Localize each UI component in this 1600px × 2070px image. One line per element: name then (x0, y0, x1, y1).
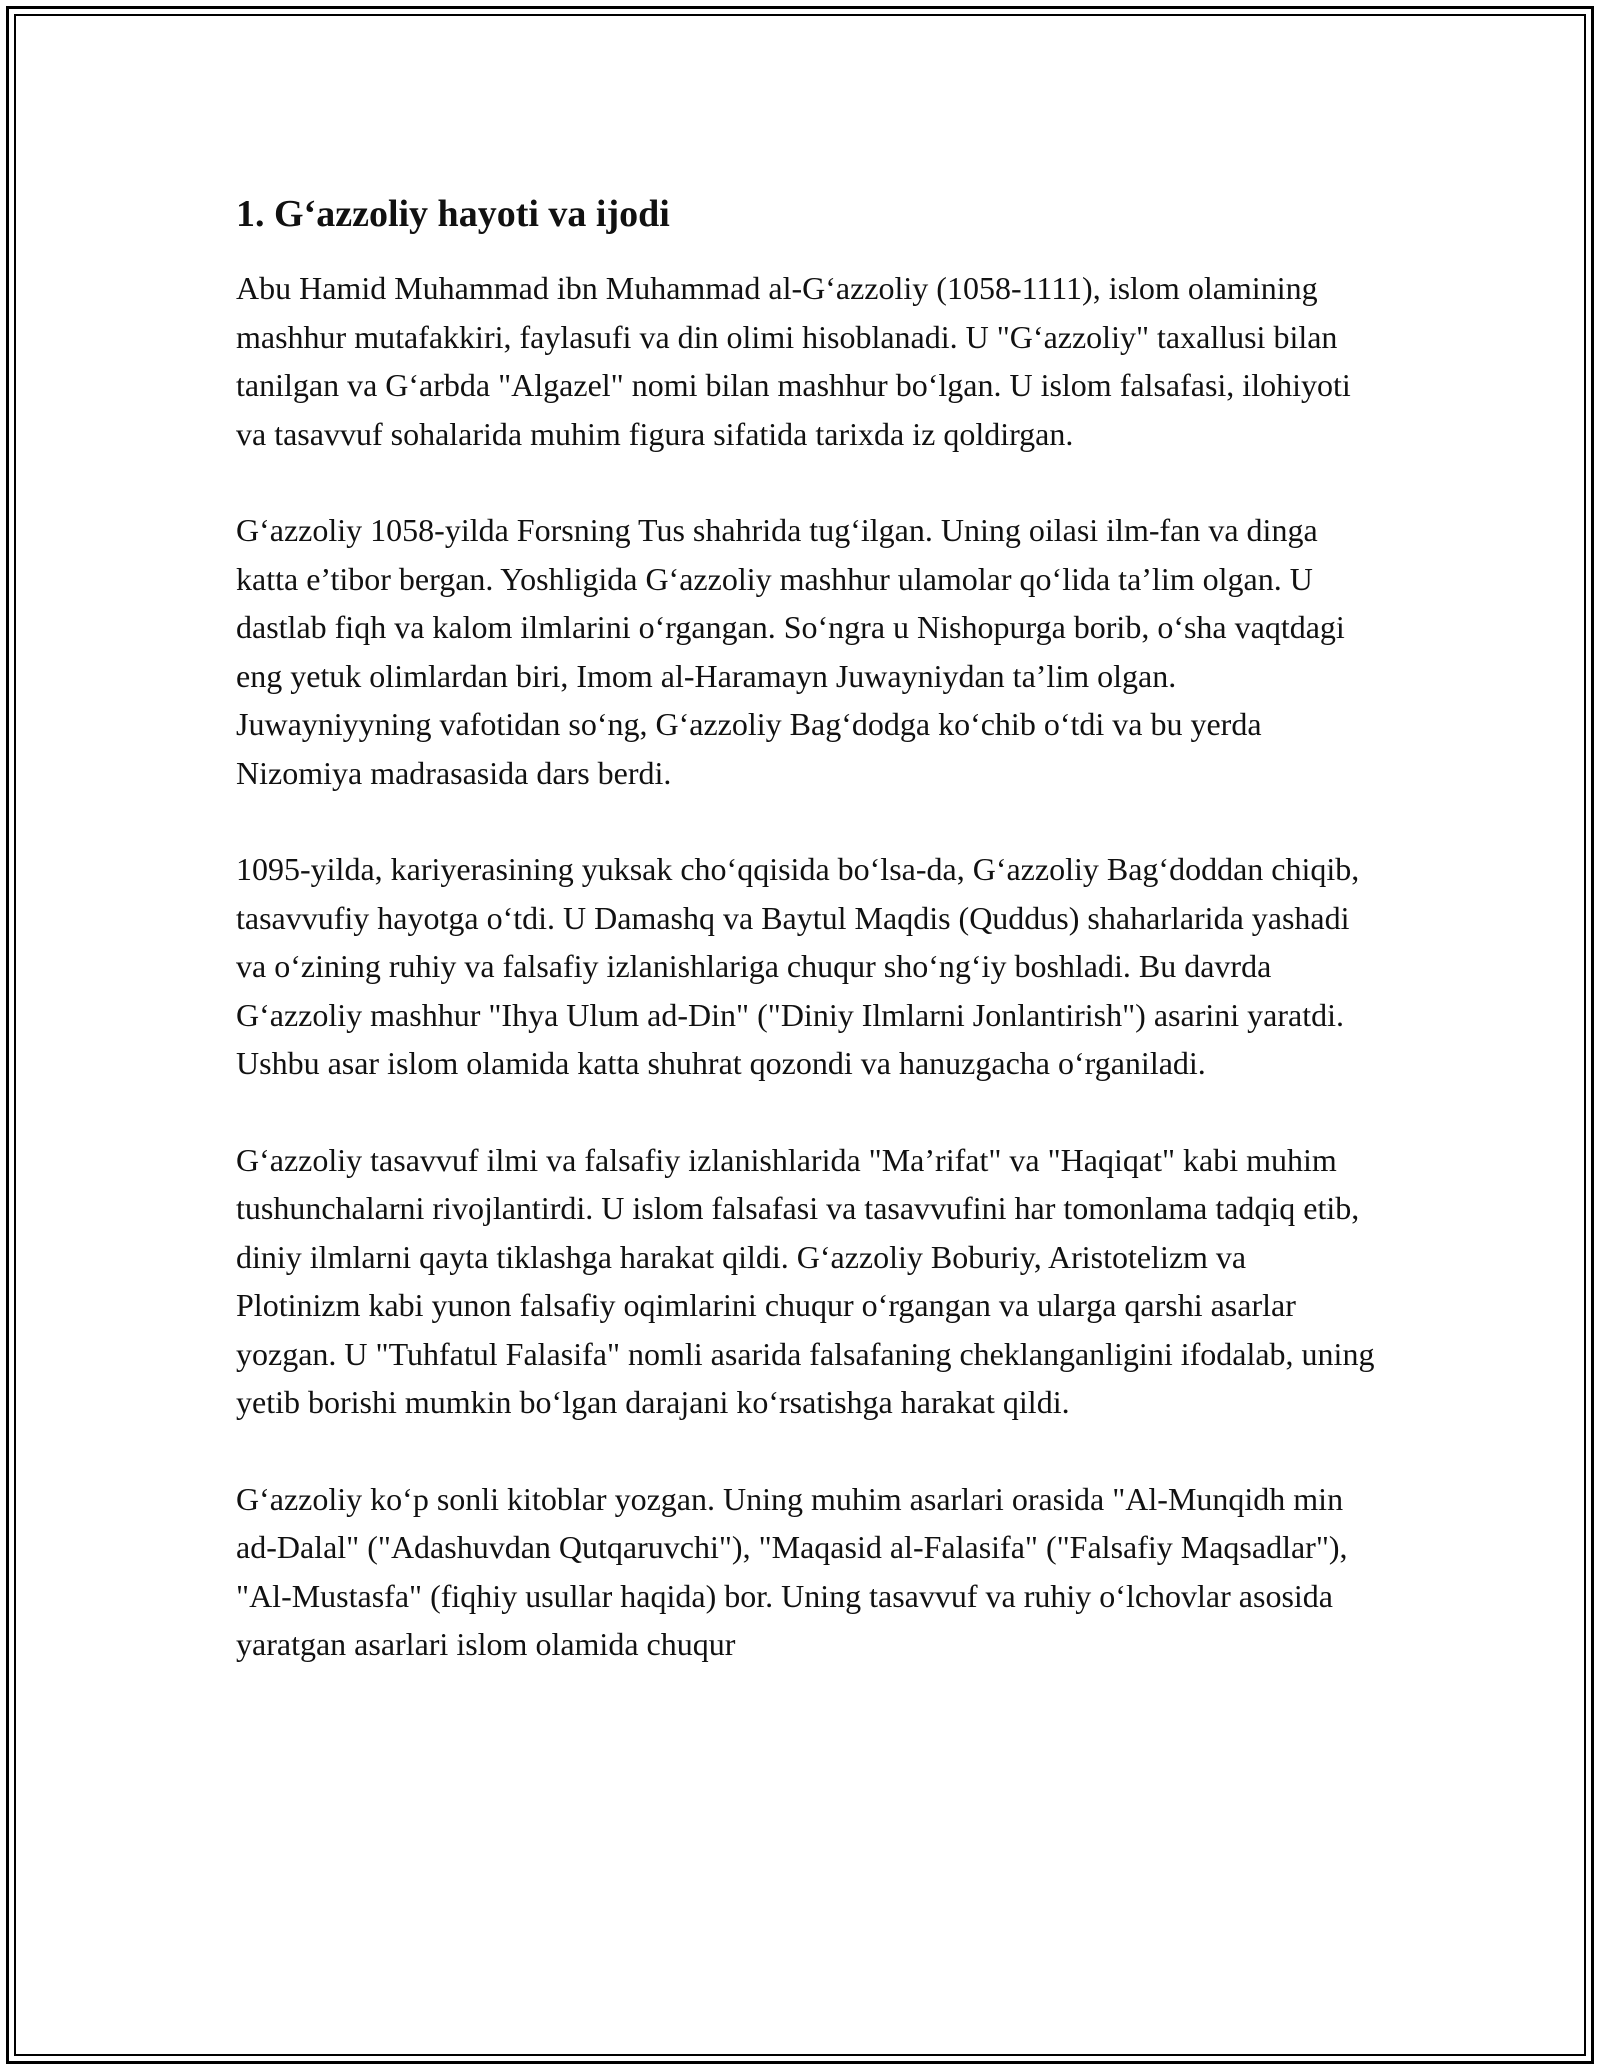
document-body (236, 188, 1376, 1717)
paragraph-intro: Abu Hamid Muhammad ibn Muhammad al-G‘azzoliy (1058-1111), islom olamining mashhur mutafakkiri, faylasufi va din olimi hisoblanadi. U "G‘azzoliy" taxallusi bilan tanilgan va G‘arbda "Algazel" nomi bilan mashhur bo‘lgan. U islom falsafasi, ilohiyoti va tasavvuf sohalarida muhim figura sifatida tarixda iz qoldirgan. (236, 270, 1351, 452)
paragraph-works: G‘azzoliy ko‘p sonli kitoblar yozgan. Uning muhim asarlari orasida "Al-Munqidh min ad-Dalal" ("Adashuvdan Qutqaruvchi"), "Maqasid al-Falasifa" ("Falsafiy Maqsadlar"), "Al-Mustasfa" (fiqhiy usullar haqida) bor. Uning tasavvuf va ruhiy o‘lchovlar asosida yaratgan asarlari islom olamida chuqur (236, 1480, 1348, 1662)
paragraph-sufi-period: 1095-yilda, kariyerasining yuksak cho‘qqisida bo‘lsa-da, G‘azzoliy Bag‘doddan chiqib, tasavvufiy hayotga o‘tdi. U Damashq va Baytul Maqdis (Quddus) shaharlarida yashadi va o‘zining ruhiy va falsafiy izlanishlariga chuqur sho‘ng‘iy boshladi. Bu davrda G‘azzoliy mashhur "Ihya Ulum ad-Din" ("Diniy Ilmlarni Jonlantirish") asarini yaratdi. Ushbu asar islom olamida katta shuhrat qozondi va hanuzgacha o‘rganiladi. (236, 851, 1360, 1081)
section-title: 1. G‘azzoliy hayoti va ijodi (236, 193, 670, 235)
paragraph-philosophy: G‘azzoliy tasavvuf ilmi va falsafiy izlanishlarida "Ma’rifat" va "Haqiqat" kabi muhim tushunchalarni rivojlantirdi. U islom falsafasi va tasavvufini har tomonlama tadqiq etib, diniy ilmlarni qayta tiklashga harakat qildi. G‘azzoliy Boburiy, Aristotelizm va Plotinizm kabi yunon falsafiy oqimlarini chuqur o‘rgangan va ularga qarshi asarlar yozgan. U "Tuhfatul Falasifa" nomli asarida falsafaning cheklanganligini ifodalab, uning yetib borishi mumkin bo‘lgan darajani ko‘rsatishga harakat qildi. (236, 1141, 1375, 1420)
paragraph-early-life: G‘azzoliy 1058-yilda Forsning Tus shahrida tug‘ilgan. Uning oilasi ilm-fan va dinga katta e’tibor bergan. Yoshligida G‘azzoliy mashhur ulamolar qo‘lida ta’lim olgan. U dastlab fiqh va kalom ilmlarini o‘rgangan. So‘ngra u Nishopurga borib, o‘sha vaqtdagi eng yetuk olimlardan biri, Imom al-Haramayn Juwayniydan ta’lim olgan. Juwayniyyning vafotidan so‘ng, G‘azzoliy Bag‘dodga ko‘chib o‘tdi va bu yerda Nizomiya madrasasida dars berdi. (236, 512, 1345, 791)
